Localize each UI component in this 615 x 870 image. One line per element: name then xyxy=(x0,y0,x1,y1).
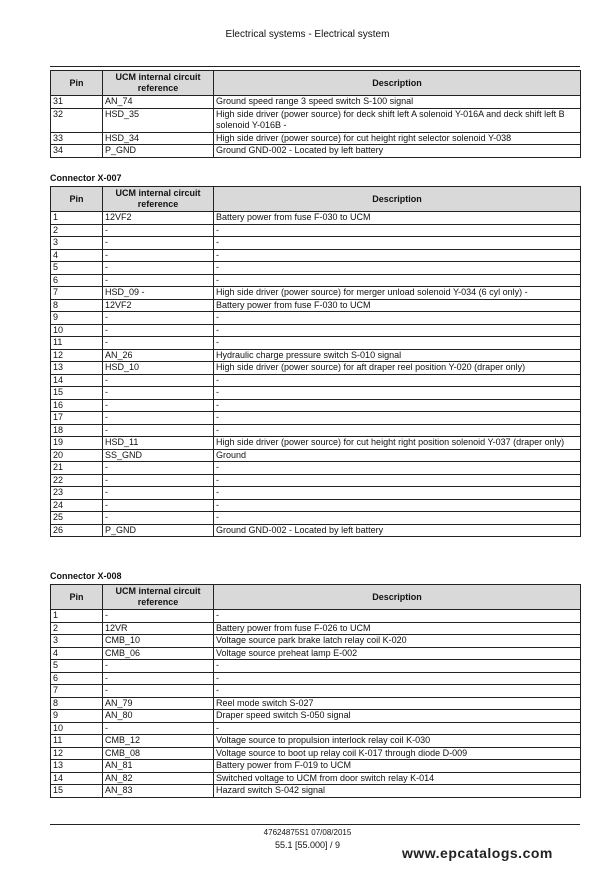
pin-cell: 6 xyxy=(51,274,103,287)
ucm-ref-cell: SS_GND xyxy=(103,449,214,462)
table-row xyxy=(51,299,581,312)
table-row xyxy=(51,524,581,537)
pin-cell: 12 xyxy=(51,747,103,760)
description-cell: Voltage source park brake latch relay coil K-020 xyxy=(214,635,581,648)
connector-x008-title: Connector X-008 xyxy=(50,571,122,581)
pin-cell: 15 xyxy=(51,387,103,400)
footer-page-number: 55.1 [55.000] / 9 xyxy=(274,840,341,850)
table-row xyxy=(51,132,581,145)
ucm-ref-cell: - xyxy=(103,224,214,237)
table-row xyxy=(51,660,581,673)
col-desc: Description xyxy=(214,187,581,212)
description-cell: High side driver (power source) for merger unload solenoid Y-034 (6 cyl only) - xyxy=(214,287,581,300)
ucm-ref-cell: - xyxy=(103,424,214,437)
table-row xyxy=(51,274,581,287)
ucm-ref-cell: - xyxy=(103,262,214,275)
description-cell: Voltage source to propulsion interlock relay coil K-030 xyxy=(214,735,581,748)
connector-x007-table xyxy=(50,186,581,537)
description-cell: Hazard switch S-042 signal xyxy=(214,785,581,798)
table-row xyxy=(51,735,581,748)
footer-rule xyxy=(50,824,580,825)
ucm-ref-cell: - xyxy=(103,499,214,512)
table-row xyxy=(51,337,581,350)
description-cell: - xyxy=(214,312,581,325)
table-row xyxy=(51,437,581,450)
ucm-ref-cell: AN_74 xyxy=(103,96,214,109)
table-row xyxy=(51,287,581,300)
table-row xyxy=(51,672,581,685)
description-cell: Battery power from fuse F-030 to UCM xyxy=(214,212,581,225)
ucm-ref-cell: - xyxy=(103,237,214,250)
table-row xyxy=(51,362,581,375)
ucm-ref-cell: AN_26 xyxy=(103,349,214,362)
table-row xyxy=(51,499,581,512)
table-row xyxy=(51,224,581,237)
ucm-ref-cell: HSD_09 - xyxy=(103,287,214,300)
pin-cell: 7 xyxy=(51,287,103,300)
col-pin: Pin xyxy=(51,187,103,212)
table-row xyxy=(51,710,581,723)
pin-cell: 18 xyxy=(51,424,103,437)
table-row xyxy=(51,635,581,648)
description-cell: - xyxy=(214,249,581,262)
description-cell: Ground GND-002 - Located by left battery xyxy=(214,524,581,537)
header-rule xyxy=(50,66,580,67)
pin-cell: 33 xyxy=(51,132,103,145)
ucm-ref-cell: CMB_06 xyxy=(103,647,214,660)
description-cell: - xyxy=(214,685,581,698)
pin-cell: 11 xyxy=(51,735,103,748)
pin-cell: 31 xyxy=(51,96,103,109)
pin-cell: 15 xyxy=(51,785,103,798)
description-cell: Battery power from fuse F-026 to UCM xyxy=(214,622,581,635)
ucm-ref-cell: - xyxy=(103,487,214,500)
pin-cell: 24 xyxy=(51,499,103,512)
pin-cell: 19 xyxy=(51,437,103,450)
description-cell: High side driver (power source) for deck shift left A solenoid Y-016A and deck shift left B solenoid Y-016B - xyxy=(214,108,581,132)
table-row xyxy=(51,237,581,250)
description-cell: - xyxy=(214,399,581,412)
table-row xyxy=(51,412,581,425)
table-row xyxy=(51,622,581,635)
col-ucm: UCM internal circuit reference xyxy=(103,71,214,96)
description-cell: - xyxy=(214,424,581,437)
pin-cell: 21 xyxy=(51,462,103,475)
page-header: Electrical systems - Electrical system xyxy=(225,29,390,40)
table-row xyxy=(51,747,581,760)
pin-cell: 16 xyxy=(51,399,103,412)
col-pin: Pin xyxy=(51,585,103,610)
pin-cell: 9 xyxy=(51,312,103,325)
ucm-ref-cell: - xyxy=(103,685,214,698)
description-cell: - xyxy=(214,262,581,275)
table-row xyxy=(51,349,581,362)
table-row xyxy=(51,512,581,525)
ucm-ref-cell: 12VF2 xyxy=(103,212,214,225)
pin-cell: 2 xyxy=(51,622,103,635)
table-row xyxy=(51,312,581,325)
pin-cell: 25 xyxy=(51,512,103,525)
pin-cell: 14 xyxy=(51,772,103,785)
pin-cell: 13 xyxy=(51,362,103,375)
ucm-ref-cell: - xyxy=(103,337,214,350)
ucm-ref-cell: AN_83 xyxy=(103,785,214,798)
ucm-ref-cell: - xyxy=(103,387,214,400)
ucm-ref-cell: AN_80 xyxy=(103,710,214,723)
description-cell: - xyxy=(214,324,581,337)
connector-x007-title: Connector X-007 xyxy=(50,173,122,183)
ucm-ref-cell: - xyxy=(103,512,214,525)
pin-table-continued xyxy=(50,70,581,158)
pin-cell: 5 xyxy=(51,660,103,673)
ucm-ref-cell: HSD_11 xyxy=(103,437,214,450)
pin-cell: 3 xyxy=(51,635,103,648)
connector-x008-table xyxy=(50,584,581,798)
description-cell: Battery power from fuse F-030 to UCM xyxy=(214,299,581,312)
description-cell: - xyxy=(214,412,581,425)
description-cell: - xyxy=(214,512,581,525)
table-row xyxy=(51,424,581,437)
ucm-ref-cell: - xyxy=(103,610,214,623)
description-cell: - xyxy=(214,672,581,685)
description-cell: - xyxy=(214,337,581,350)
ucm-ref-cell: CMB_10 xyxy=(103,635,214,648)
pin-cell: 1 xyxy=(51,610,103,623)
pin-cell: 14 xyxy=(51,374,103,387)
pin-cell: 1 xyxy=(51,212,103,225)
table-row xyxy=(51,697,581,710)
ucm-ref-cell: HSD_10 xyxy=(103,362,214,375)
pin-cell: 8 xyxy=(51,697,103,710)
pin-cell: 22 xyxy=(51,474,103,487)
ucm-ref-cell: CMB_08 xyxy=(103,747,214,760)
description-cell: High side driver (power source) for aft draper reel position Y-020 (draper only) xyxy=(214,362,581,375)
description-cell: - xyxy=(214,237,581,250)
ucm-ref-cell: - xyxy=(103,412,214,425)
table-row xyxy=(51,145,581,158)
ucm-ref-cell: - xyxy=(103,374,214,387)
col-ucm: UCM internal circuit reference xyxy=(103,187,214,212)
pin-cell: 5 xyxy=(51,262,103,275)
ucm-ref-cell: - xyxy=(103,474,214,487)
ucm-ref-cell: CMB_12 xyxy=(103,735,214,748)
ucm-ref-cell: 12VF2 xyxy=(103,299,214,312)
pin-cell: 7 xyxy=(51,685,103,698)
ucm-ref-cell: 12VR xyxy=(103,622,214,635)
description-cell: Ground xyxy=(214,449,581,462)
pin-cell: 26 xyxy=(51,524,103,537)
ucm-ref-cell: - xyxy=(103,324,214,337)
description-cell: - xyxy=(214,274,581,287)
table-row xyxy=(51,262,581,275)
ucm-ref-cell: - xyxy=(103,249,214,262)
description-cell: - xyxy=(214,610,581,623)
pin-cell: 20 xyxy=(51,449,103,462)
description-cell: Voltage source to boot up relay coil K-017 through diode D-009 xyxy=(214,747,581,760)
table-row xyxy=(51,474,581,487)
table-row xyxy=(51,487,581,500)
ucm-ref-cell: - xyxy=(103,462,214,475)
description-cell: - xyxy=(214,487,581,500)
description-cell: - xyxy=(214,387,581,400)
pin-cell: 13 xyxy=(51,760,103,773)
ucm-ref-cell: HSD_35 xyxy=(103,108,214,132)
pin-cell: 8 xyxy=(51,299,103,312)
ucm-ref-cell: AN_82 xyxy=(103,772,214,785)
ucm-ref-cell: P_GND xyxy=(103,524,214,537)
ucm-ref-cell: - xyxy=(103,312,214,325)
description-cell: - xyxy=(214,474,581,487)
pin-cell: 32 xyxy=(51,108,103,132)
pin-cell: 4 xyxy=(51,249,103,262)
col-pin: Pin xyxy=(51,71,103,96)
description-cell: Hydraulic charge pressure switch S-010 signal xyxy=(214,349,581,362)
ucm-ref-cell: AN_81 xyxy=(103,760,214,773)
pin-cell: 9 xyxy=(51,710,103,723)
pin-cell: 10 xyxy=(51,324,103,337)
table-row xyxy=(51,374,581,387)
ucm-ref-cell: P_GND xyxy=(103,145,214,158)
description-cell: - xyxy=(214,722,581,735)
description-cell: High side driver (power source) for cut height right position solenoid Y-037 (draper only) xyxy=(214,437,581,450)
description-cell: High side driver (power source) for cut height right selector solenoid Y-038 xyxy=(214,132,581,145)
table-row xyxy=(51,399,581,412)
table-row xyxy=(51,785,581,798)
pin-cell: 6 xyxy=(51,672,103,685)
col-desc: Description xyxy=(214,71,581,96)
ucm-ref-cell: HSD_34 xyxy=(103,132,214,145)
table-row xyxy=(51,610,581,623)
pin-cell: 12 xyxy=(51,349,103,362)
description-cell: Ground GND-002 - Located by left battery xyxy=(214,145,581,158)
table-row xyxy=(51,685,581,698)
table-row xyxy=(51,449,581,462)
col-desc: Description xyxy=(214,585,581,610)
pin-cell: 23 xyxy=(51,487,103,500)
table-row xyxy=(51,387,581,400)
pin-cell: 17 xyxy=(51,412,103,425)
pin-cell: 2 xyxy=(51,224,103,237)
watermark: www.epcatalogs.com xyxy=(402,845,553,861)
description-cell: - xyxy=(214,462,581,475)
table-row xyxy=(51,249,581,262)
table-row xyxy=(51,96,581,109)
description-cell: - xyxy=(214,660,581,673)
table-row xyxy=(51,324,581,337)
pin-cell: 10 xyxy=(51,722,103,735)
table-row xyxy=(51,462,581,475)
col-ucm: UCM internal circuit reference xyxy=(103,585,214,610)
ucm-ref-cell: - xyxy=(103,660,214,673)
description-cell: Draper speed switch S-050 signal xyxy=(214,710,581,723)
description-cell: Reel mode switch S-027 xyxy=(214,697,581,710)
table-row xyxy=(51,760,581,773)
pin-cell: 3 xyxy=(51,237,103,250)
table-row xyxy=(51,772,581,785)
pin-cell: 4 xyxy=(51,647,103,660)
description-cell: Battery power from F-019 to UCM xyxy=(214,760,581,773)
description-cell: - xyxy=(214,224,581,237)
description-cell: Switched voltage to UCM from door switch relay K-014 xyxy=(214,772,581,785)
footer-doc-id: 47624875S1 07/08/2015 xyxy=(263,828,352,837)
ucm-ref-cell: AN_79 xyxy=(103,697,214,710)
ucm-ref-cell: - xyxy=(103,722,214,735)
ucm-ref-cell: - xyxy=(103,672,214,685)
ucm-ref-cell: - xyxy=(103,274,214,287)
ucm-ref-cell: - xyxy=(103,399,214,412)
description-cell: - xyxy=(214,499,581,512)
pin-cell: 34 xyxy=(51,145,103,158)
table-row xyxy=(51,647,581,660)
description-cell: - xyxy=(214,374,581,387)
description-cell: Voltage source preheat lamp E-002 xyxy=(214,647,581,660)
pin-cell: 11 xyxy=(51,337,103,350)
table-row xyxy=(51,722,581,735)
table-row xyxy=(51,108,581,132)
description-cell: Ground speed range 3 speed switch S-100 signal xyxy=(214,96,581,109)
table-row xyxy=(51,212,581,225)
